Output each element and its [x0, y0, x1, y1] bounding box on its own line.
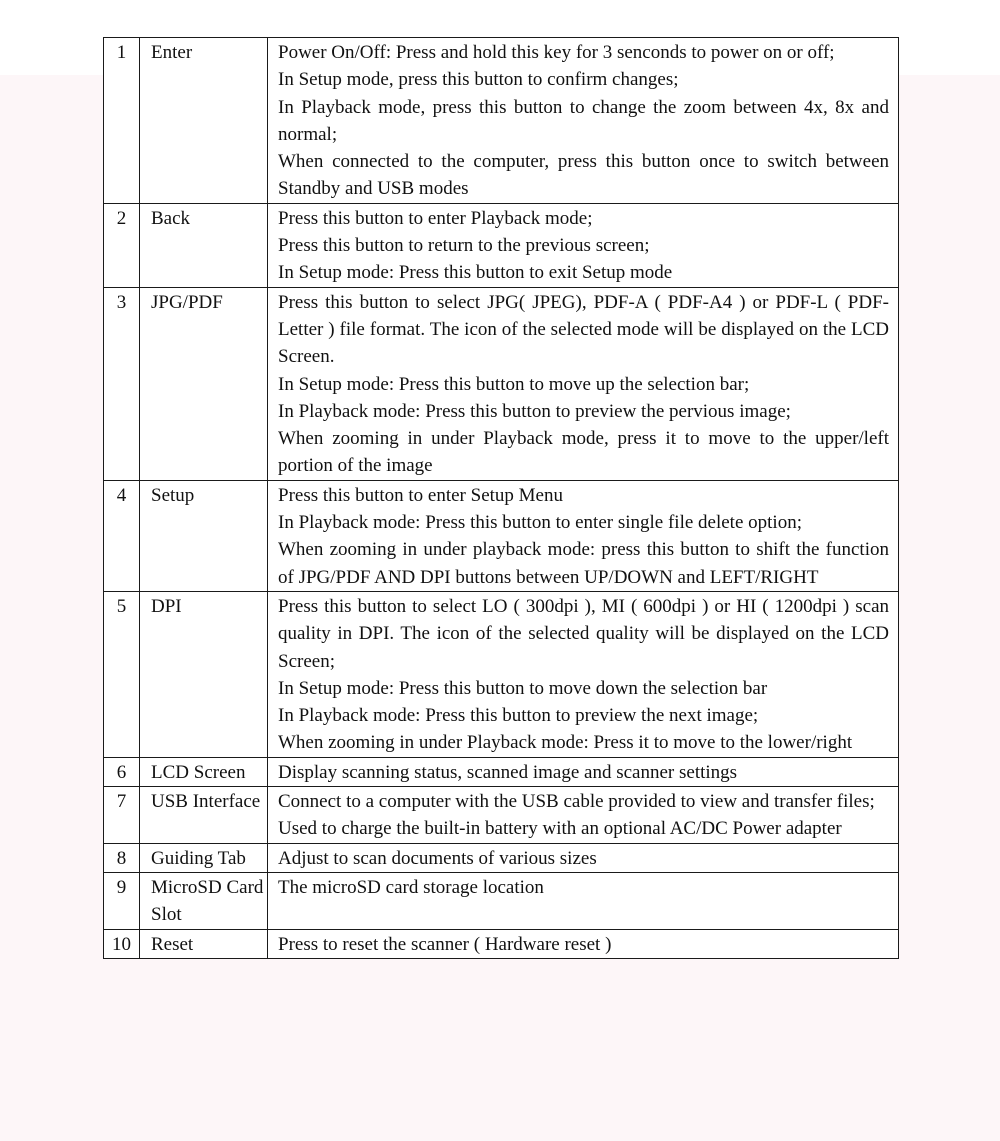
button-name: Guiding Tab: [151, 847, 246, 869]
button-name: Enter: [151, 42, 193, 63]
button-name-cell: [140, 203, 268, 287]
button-name-cell: [140, 929, 268, 958]
button-function-table: [103, 37, 899, 959]
description-line: Press this button to select JPG( JPEG), PDF-A ( PDF-A4 ) or PDF-L ( PDF-Letter ) file format. The icon of the selected mode will be displayed on the LCD Screen.: [278, 291, 889, 368]
row-number: 1: [116, 42, 127, 63]
button-name: USB Interface: [151, 791, 261, 813]
button-name-cell: [140, 843, 268, 872]
description-cell: [268, 480, 899, 591]
description-cell: [268, 591, 899, 757]
description-line: When connected to the computer, press this button once to switch between Standby and USB modes: [278, 151, 889, 200]
button-name-cell: [140, 480, 268, 591]
description-line: In Setup mode, press this button to confirm changes;: [278, 69, 679, 91]
row-number: 7: [116, 791, 127, 813]
table-row: [104, 757, 899, 786]
table-row: [104, 872, 899, 929]
description-cell: [268, 287, 899, 480]
description-line: In Playback mode: Press this button to preview the next image;: [278, 705, 759, 727]
description-line: Press this button to enter Playback mode;: [278, 207, 593, 229]
button-name: Reset: [151, 933, 194, 955]
description-line: Connect to a computer with the USB cable provided to view and transfer files;: [278, 791, 875, 813]
button-name: LCD Screen: [151, 761, 246, 783]
description-cell: [268, 38, 899, 204]
description-line: Press this button to enter Setup Menu: [278, 484, 563, 506]
row-number-cell: [104, 872, 140, 929]
table-row: [104, 787, 899, 844]
row-number-cell: [104, 757, 140, 786]
button-name: MicroSD Card Slot: [151, 876, 264, 926]
row-number: 9: [116, 876, 127, 898]
row-number-cell: [104, 480, 140, 591]
description-line: Press to reset the scanner ( Hardware reset ): [278, 933, 612, 955]
row-number: 10: [112, 933, 131, 955]
row-number-cell: [104, 929, 140, 958]
row-number: 2: [116, 207, 127, 229]
description-cell: [268, 929, 899, 958]
button-name-cell: [140, 872, 268, 929]
button-name: Back: [151, 207, 191, 229]
description-line: In Setup mode: Press this button to move up the selection bar;: [278, 373, 750, 395]
table-row: [104, 203, 899, 287]
description-line: When zooming in under playback mode: press this button to shift the function of JPG/PDF AND DPI buttons between UP/DOWN and LEFT/RIGHT: [278, 539, 889, 588]
description-line: Press this button to return to the previous screen;: [278, 235, 650, 257]
row-number: 4: [116, 484, 127, 506]
description-line: Display scanning status, scanned image and scanner settings: [278, 761, 738, 783]
table-row: [104, 287, 899, 480]
description-line: Adjust to scan documents of various sizes: [278, 847, 597, 869]
button-name: JPG/PDF: [151, 291, 223, 313]
table-row: [104, 38, 899, 204]
button-name-cell: [140, 591, 268, 757]
button-name-cell: [140, 287, 268, 480]
description-cell: [268, 787, 899, 844]
row-number-cell: [104, 203, 140, 287]
description-line: In Setup mode: Press this button to exit Setup mode: [278, 262, 673, 284]
row-number-cell: [104, 591, 140, 757]
button-name: DPI: [151, 595, 182, 617]
row-number-cell: [104, 787, 140, 844]
row-number: 8: [116, 847, 127, 869]
button-name-cell: [140, 757, 268, 786]
description-cell: [268, 872, 899, 929]
description-cell: [268, 757, 899, 786]
row-number-cell: [104, 287, 140, 480]
description-line: In Playback mode, press this button to change the zoom between 4x, 8x and normal;: [278, 96, 889, 145]
description-line: Press this button to select LO ( 300dpi ), MI ( 600dpi ) or HI ( 1200dpi ) scan quality in DPI. The icon of the selected quality will be displayed on the LCD Screen;: [278, 595, 889, 672]
row-number: 3: [116, 291, 127, 313]
row-number-cell: [104, 38, 140, 204]
row-number-cell: [104, 843, 140, 872]
row-number: 5: [116, 595, 127, 617]
description-line: In Setup mode: Press this button to move down the selection bar: [278, 677, 768, 699]
button-name-cell: [140, 38, 268, 204]
description-line: When zooming in under Playback mode, press it to move to the upper/left portion of the image: [278, 428, 889, 477]
table-row: [104, 591, 899, 757]
table-row: [104, 843, 899, 872]
row-number: 6: [116, 761, 127, 783]
table-row: [104, 480, 899, 591]
description-cell: [268, 843, 899, 872]
description-line: In Playback mode: Press this button to enter single file delete option;: [278, 512, 802, 534]
description-line: Used to charge the built-in battery with an optional AC/DC Power adapter: [278, 818, 842, 840]
description-line: In Playback mode: Press this button to preview the pervious image;: [278, 400, 791, 422]
button-name-cell: [140, 787, 268, 844]
button-name: Setup: [151, 484, 195, 506]
description-line: Power On/Off: Press and hold this key for 3 senconds to power on or off;: [278, 42, 835, 63]
table-row: [104, 929, 899, 958]
description-line: When zooming in under Playback mode: Press it to move to the lower/right: [278, 732, 853, 754]
description-line: The microSD card storage location: [278, 876, 544, 898]
description-cell: [268, 203, 899, 287]
